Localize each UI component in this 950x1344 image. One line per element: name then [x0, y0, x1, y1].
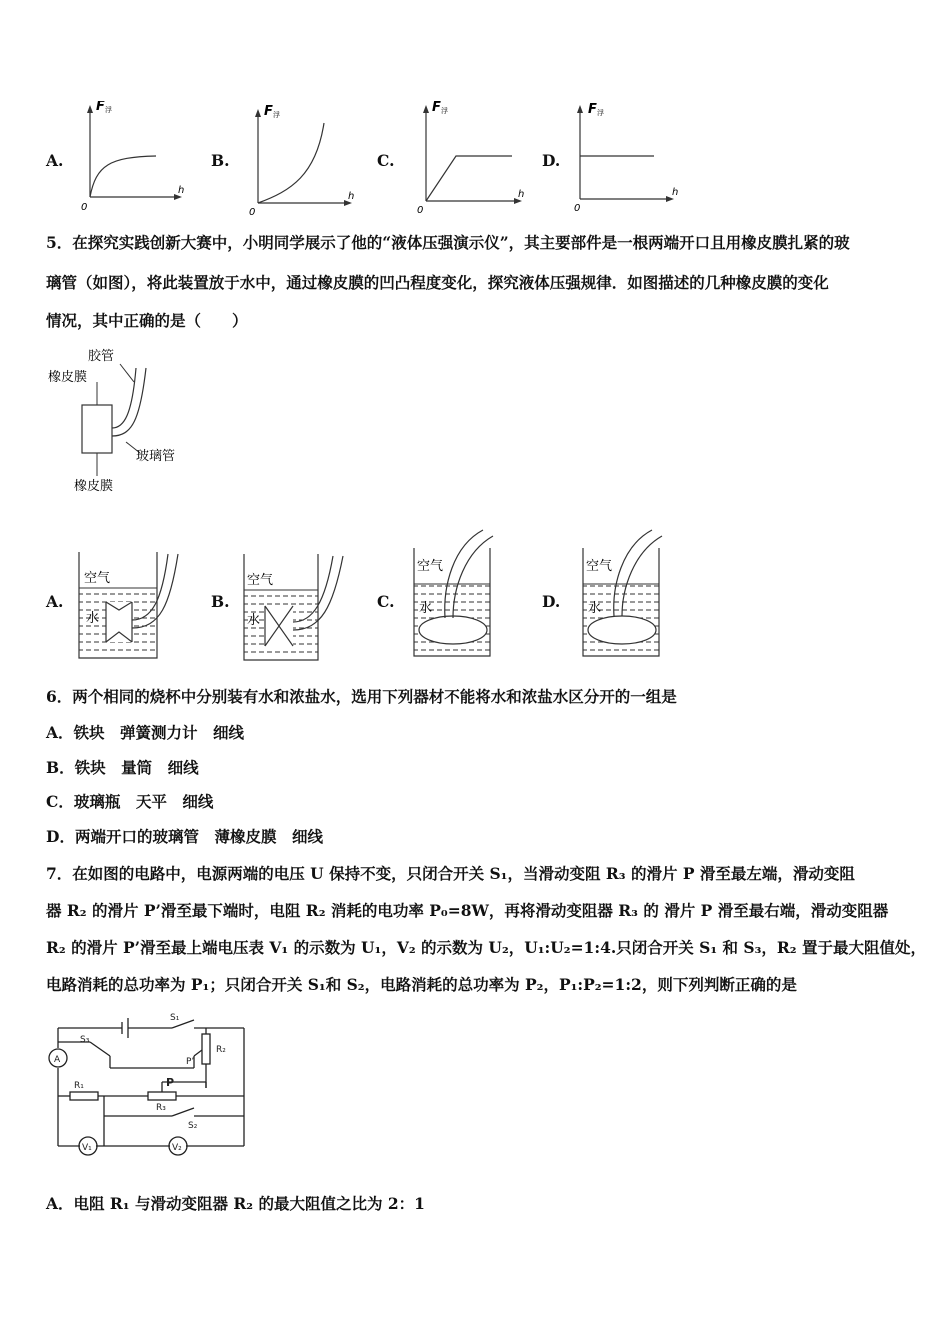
q4-graphs — [0, 95, 950, 225]
q5-stem-line-3: 情况，其中正确的是（ ） — [46, 311, 248, 330]
label-s1: S₁ — [170, 1013, 180, 1023]
q4-a-ylabel: F — [96, 101, 105, 114]
beaker-b-water: 水 — [247, 613, 261, 628]
beaker-a-water: 水 — [86, 611, 100, 626]
q4-d-ylabel: F — [588, 102, 597, 117]
q4-d-xlabel: h — [672, 187, 679, 198]
q4-option-a: A. — [46, 151, 64, 170]
q5-beaker-a — [78, 550, 188, 665]
label-v1: V₁ — [82, 1143, 92, 1153]
q4-c-ysub: 浮 — [441, 107, 448, 115]
label-v2: V₂ — [172, 1143, 182, 1153]
q7-stem-line-2: 器 R₂ 的滑片 P’滑至最下端时，电阻 R₂ 消耗的电功率 P₀=8W，再将滑动变阻器 R₃ 的 滑片 P 滑至最右端，滑动变阻器 — [46, 901, 889, 920]
q5-device-figure — [40, 340, 210, 500]
beaker-a-air: 空气 — [84, 571, 111, 586]
label-r2: R₂ — [216, 1045, 226, 1055]
label-r3: R₃ — [156, 1103, 166, 1113]
q5-stem-line-2: 璃管（如图），将此装置放于水中，通过橡皮膜的凹凸程度变化，探究液体压强规律．如图描述的几种橡皮膜的变化 — [46, 273, 829, 292]
q5-option-c-label: C. — [377, 592, 395, 611]
label-membrane-bottom: 橡皮膜 — [74, 479, 114, 494]
label-glass-tube: 玻璃管 — [136, 449, 176, 464]
q7-stem-line-1: 7．在如图的电路中，电源两端的电压 U 保持不变，只闭合开关 S₁，当滑动变阻 R₃ 的滑片 P 滑至最左端，滑动变阻 — [46, 864, 855, 883]
q4-b-ysub: 浮 — [273, 111, 280, 119]
q4-c-origin: 0 — [417, 205, 424, 216]
label-hose: 胶管 — [88, 349, 115, 364]
q4-c-xlabel: h — [518, 189, 525, 200]
q4-b-origin: 0 — [249, 207, 256, 218]
label-p-prime: P’ — [186, 1057, 195, 1067]
q4-graph-c — [414, 101, 529, 216]
q4-b-xlabel: h — [348, 191, 355, 202]
beaker-d-air: 空气 — [586, 559, 613, 574]
q4-b-ylabel: F — [264, 104, 273, 119]
q4-a-origin: 0 — [81, 202, 88, 213]
q4-option-c: C. — [377, 151, 395, 170]
q4-d-ysub: 浮 — [597, 109, 604, 117]
q5-option-b-label: B. — [211, 592, 230, 611]
label-p: P — [166, 1076, 175, 1089]
q6-option-a: A．铁块 弹簧测力计 细线 — [46, 723, 245, 742]
q4-a-ysub: 浮 — [105, 106, 112, 114]
q6-option-c: C．玻璃瓶 天平 细线 — [46, 792, 214, 811]
q4-graph-d — [568, 101, 683, 216]
q6-option-d: D．两端开口的玻璃管 薄橡皮膜 细线 — [46, 827, 323, 846]
q5-beaker-c — [413, 526, 523, 661]
beaker-d-water: 水 — [588, 601, 602, 616]
q5-stem-line-1: 5．在探究实践创新大赛中，小明同学展示了他的“液体压强演示仪”，其主要部件是一根两端开口且用橡皮膜扎紧的玻 — [46, 233, 850, 252]
q4-graph-b — [246, 103, 358, 218]
q5-beaker-d — [582, 526, 692, 661]
q4-graph-a — [78, 101, 188, 216]
q6-option-b: B．铁块 量筒 细线 — [46, 758, 199, 777]
label-s3: S₃ — [80, 1035, 90, 1045]
q7-circuit-diagram — [44, 1012, 264, 1162]
q4-option-d: D. — [542, 151, 561, 170]
q4-option-b: B. — [211, 151, 230, 170]
beaker-b-air: 空气 — [247, 573, 274, 588]
beaker-c-air: 空气 — [417, 559, 444, 574]
q5-option-d-label: D. — [542, 592, 561, 611]
q7-stem-line-3: R₂ 的滑片 P’滑至最上端电压表 V₁ 的示数为 U₁，V₂ 的示数为 U₂，U₁:U₂=1:4.只闭合开关 S₁ 和 S₃，R₂ 置于最大阻值处， — [46, 938, 926, 957]
q4-d-origin: 0 — [574, 203, 581, 214]
q4-a-xlabel: h — [178, 185, 185, 196]
q6-stem: 6．两个相同的烧杯中分别装有水和浓盐水，选用下列器材不能将水和浓盐水区分开的一组是 — [46, 687, 677, 706]
q5-option-a-label: A. — [46, 592, 64, 611]
q5-beaker-b — [243, 552, 353, 667]
q4-c-ylabel: F — [432, 101, 441, 115]
label-ammeter: A — [54, 1055, 61, 1065]
label-r1: R₁ — [74, 1081, 84, 1091]
label-s2: S₂ — [188, 1121, 198, 1131]
label-membrane-top: 橡皮膜 — [48, 370, 88, 385]
q7-option-a: A．电阻 R₁ 与滑动变阻器 R₂ 的最大阻值之比为 2：1 — [46, 1194, 425, 1213]
beaker-c-water: 水 — [419, 601, 433, 616]
q7-stem-line-4: 电路消耗的总功率为 P₁；只闭合开关 S₁和 S₂，电路消耗的总功率为 P₂，P₁:P₂=1:2，则下列判断正确的是 — [46, 975, 797, 994]
